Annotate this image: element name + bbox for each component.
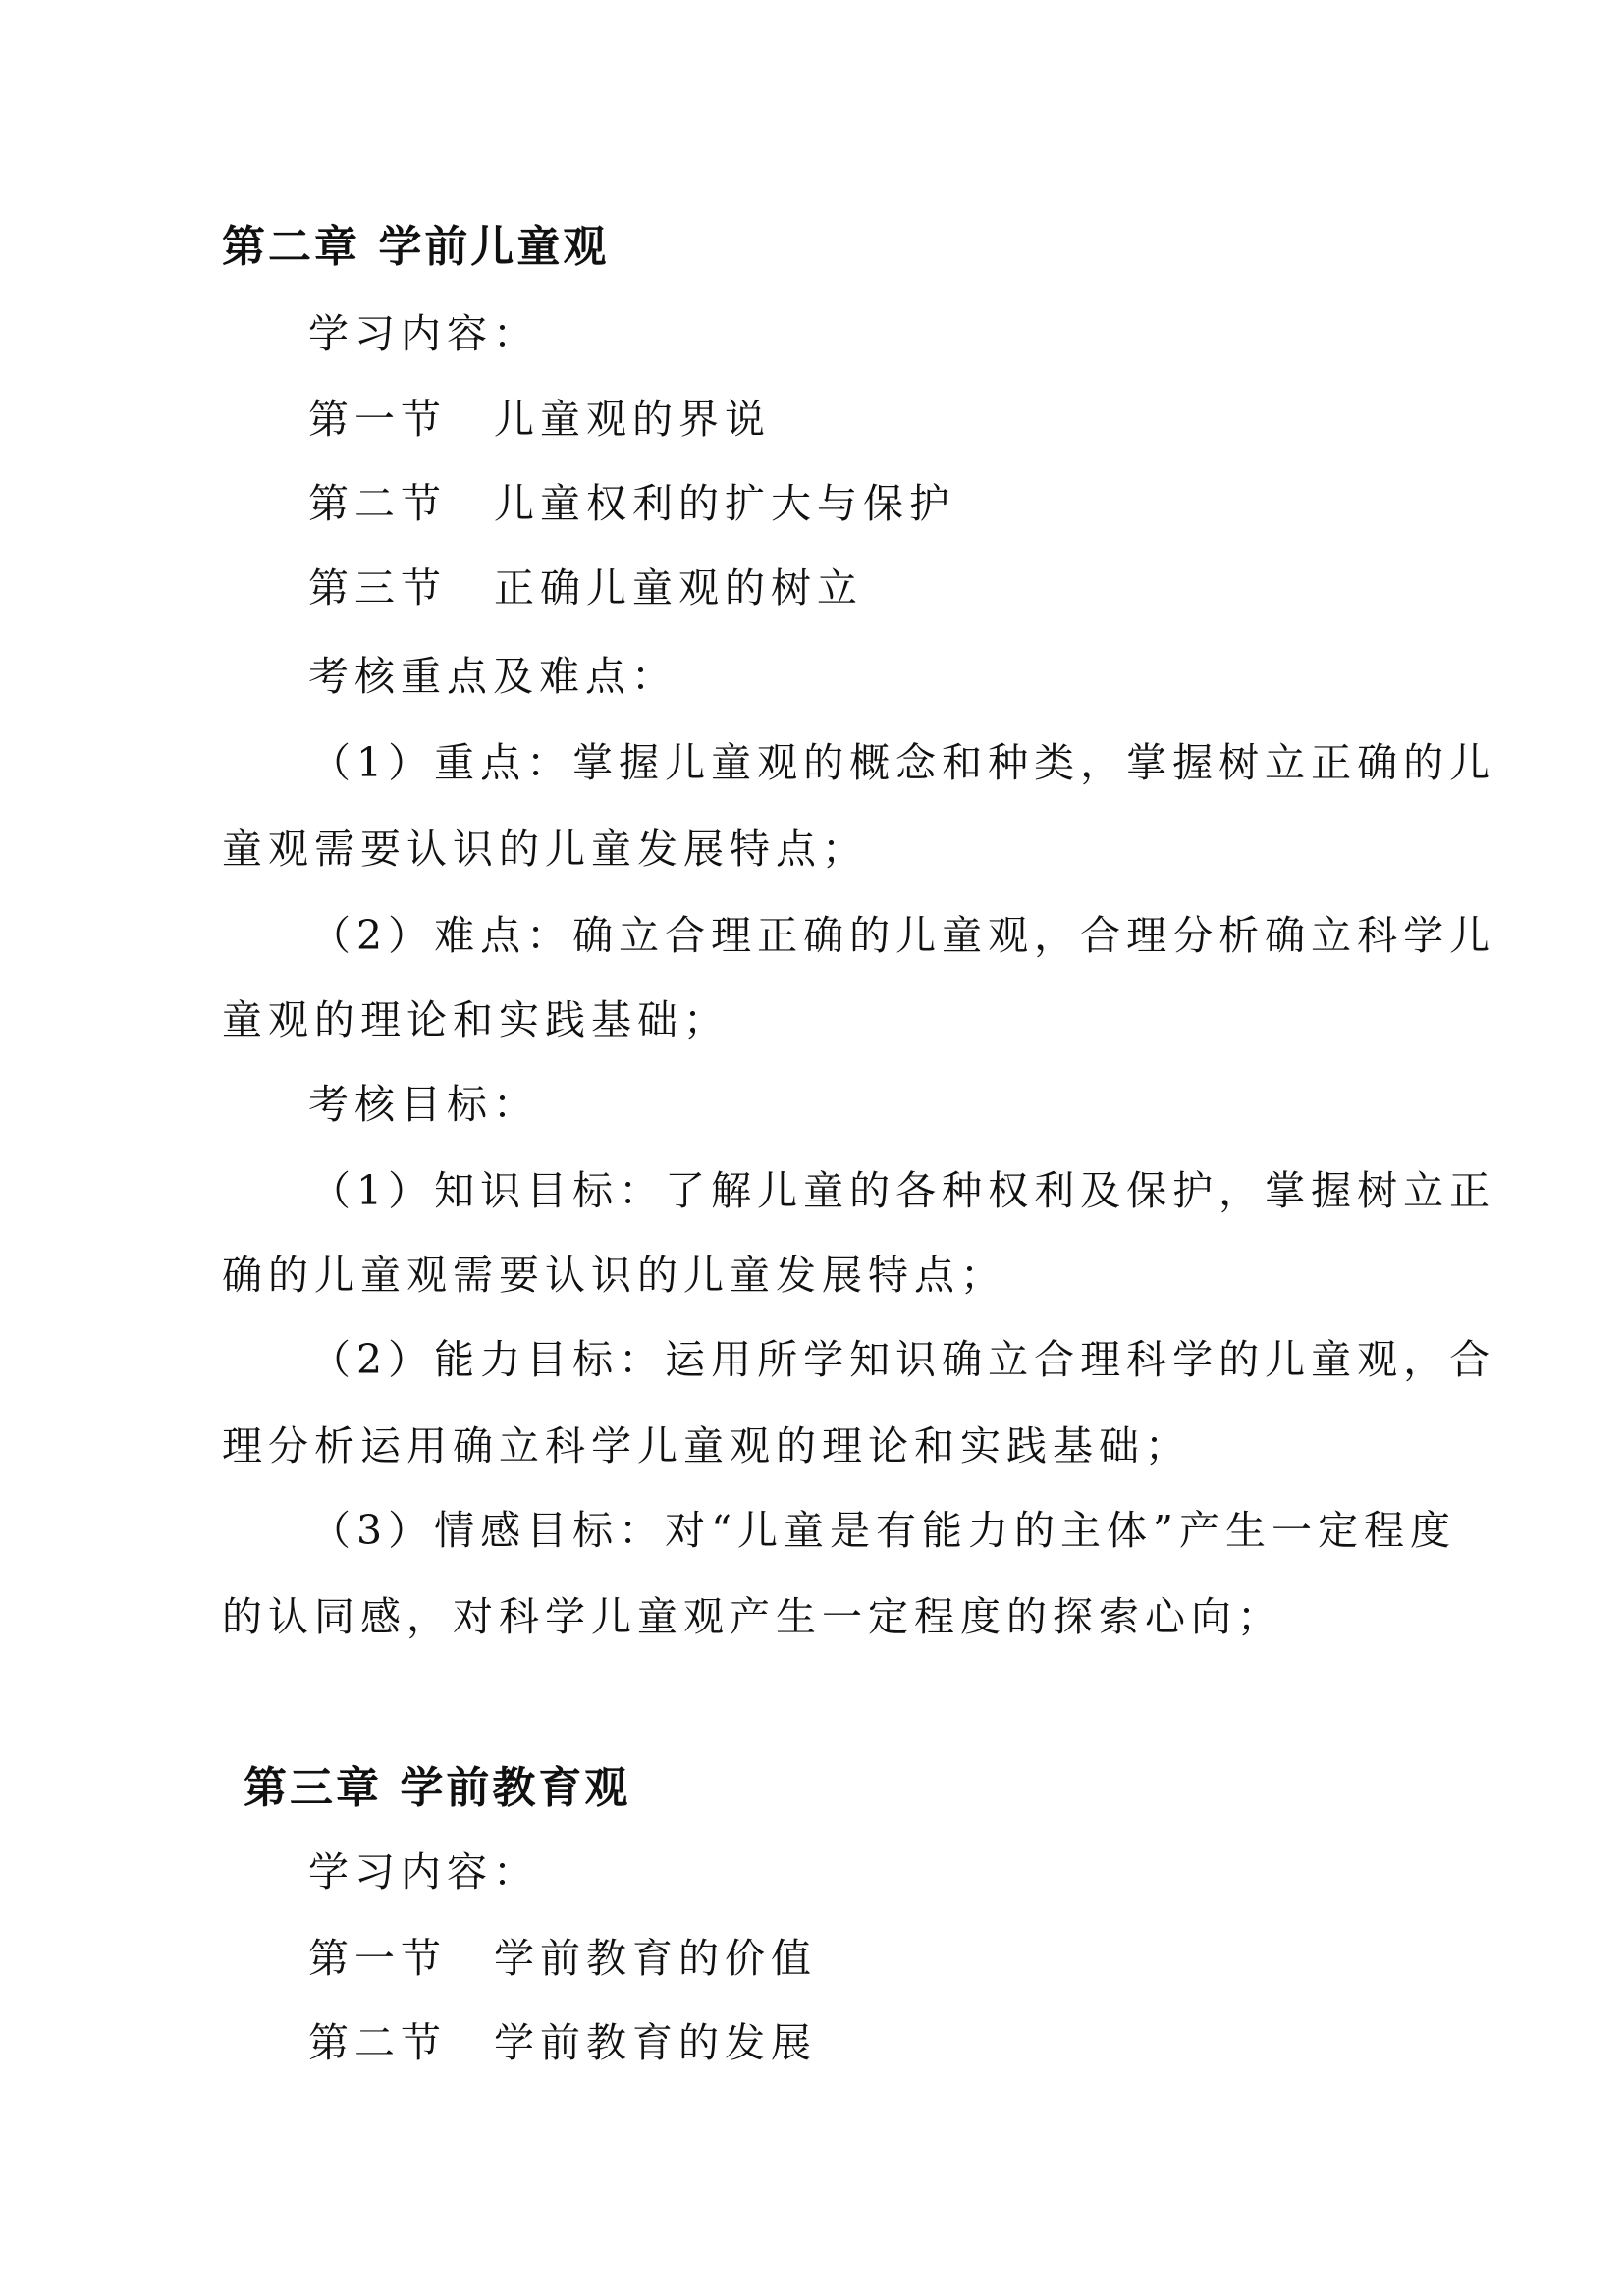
goal-3-line-2: 的认同感，对科学儿童观产生一定程度的探索心向； [222, 1593, 1283, 1640]
chapter-2-section-2 [308, 475, 955, 532]
goal-1-line-1: （1）知识目标：了解儿童的各种权利及保护，掌握树立正 [310, 1167, 1496, 1214]
goal-1-line-2: 确的儿童观需要认识的儿童发展特点； [222, 1252, 1006, 1299]
chapter-2-title: 第二章 学前儿童观 [222, 222, 610, 272]
goal-3-line-1: （3）情感目标：对“儿童是有能力的主体”产生一定程度 [310, 1507, 1457, 1554]
section-number: 第一节 [308, 1935, 447, 1982]
chapter-3-title: 第三章 学前教育观 [244, 1763, 631, 1813]
key-points-label: 考核重点及难点： [308, 653, 677, 700]
section-title: 儿童观的界说 [494, 396, 771, 443]
key-point-1-line-1: （1）重点：掌握儿童观的概念和种类，掌握树立正确的儿 [310, 739, 1496, 786]
section-title: 正确儿童观的树立 [494, 564, 863, 612]
key-point-2-line-1: （2）难点：确立合理正确的儿童观，合理分析确立科学儿 [310, 912, 1496, 959]
goals-label: 考核目标： [308, 1081, 539, 1128]
goal-2-line-1: （2）能力目标：运用所学知识确立合理科学的儿童观，合 [310, 1336, 1496, 1383]
chapter-2-section-3 [308, 560, 863, 616]
section-number: 第三节 [308, 564, 447, 612]
key-point-1-line-2: 童观需要认识的儿童发展特点； [222, 826, 868, 873]
chapter-3-section-1 [308, 1930, 817, 1987]
chapter-3-section-2 [308, 2014, 817, 2071]
section-number: 第二节 [308, 2019, 447, 2066]
key-point-2-line-2: 童观的理论和实践基础； [222, 996, 730, 1043]
section-title: 儿童权利的扩大与保护 [494, 480, 955, 527]
section-number: 第一节 [308, 396, 447, 443]
goal-2-line-2: 理分析运用确立科学儿童观的理论和实践基础； [222, 1422, 1191, 1469]
section-title: 学前教育的价值 [494, 1935, 817, 1982]
chapter-3-content-label: 学习内容： [308, 1848, 539, 1896]
section-number: 第二节 [308, 480, 447, 527]
chapter-2-section-1 [308, 391, 771, 448]
chapter-2-content-label: 学习内容： [308, 310, 539, 357]
section-title: 学前教育的发展 [494, 2019, 817, 2066]
